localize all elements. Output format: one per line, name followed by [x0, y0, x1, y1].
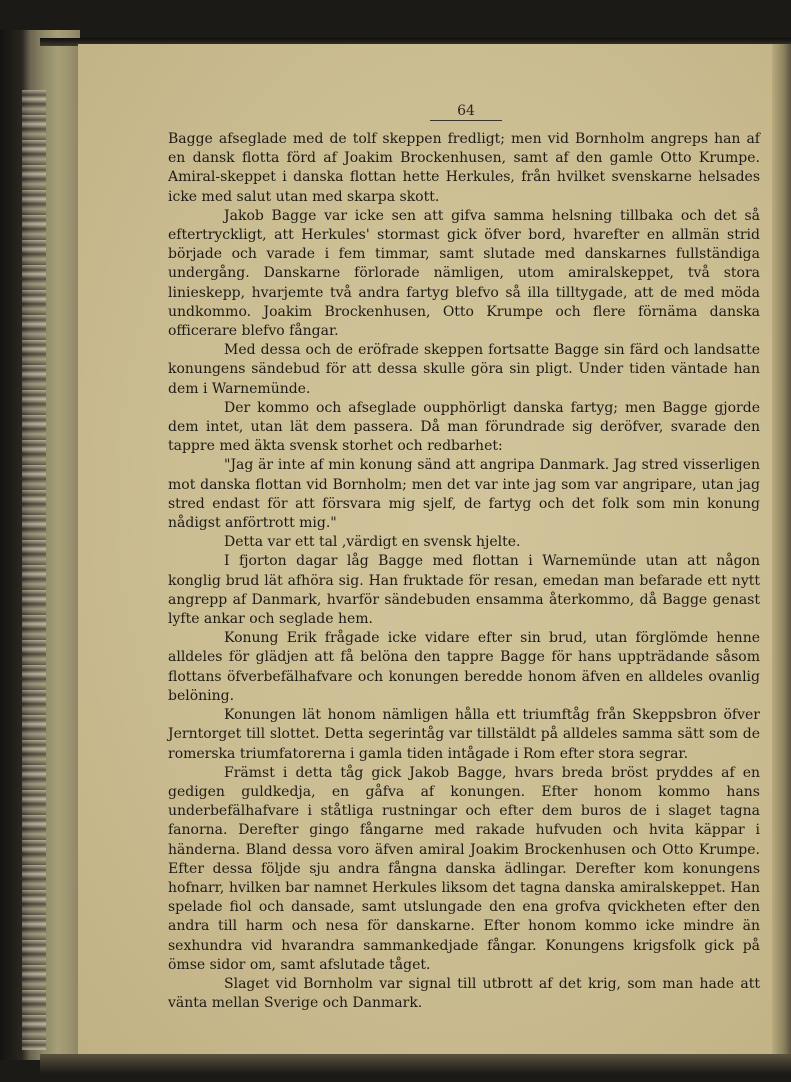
binding-stitching — [22, 90, 46, 1050]
paragraph: Bagge afseglade med de tolf skeppen fredligt; men vid Bornholm angreps han af en dansk flotta förd af Joakim Brockenhusen, samt af den gamle Otto Krumpe. Amiral-skeppet i danska flottan hette Herkules, från hvilket svenskarne helsades icke med salut utan med skarpa skott. — [168, 131, 760, 205]
paragraph: Med dessa och de eröfrade skeppen fortsatte Bagge sin färd och landsatte konungens sändebud för att dessa skulle göra sin pligt. Under tiden väntade han dem i Warnemünde. — [168, 342, 760, 397]
paragraph: Detta var ett tal ,värdigt en svensk hjelte. — [224, 534, 521, 551]
paragraph: Jakob Bagge var icke sen att gifva samma helsning tillbaka och det så eftertryckligt, att Herkules' stormast gick öfver bord, hvarefter en allmän strid började och varade i fem timmar, samt slutade med danskarnes fullständiga undergång. Danskarne förlorade nämligen, utom amiralskeppet, två stora linieskepp, hvarjemte två andra fartyg blefvo så illa tilltygade, att de med möda undkommo. Joakim Brockenhusen, Otto Krumpe och flere förnäma danska officerare blefvo fångar. — [168, 207, 760, 340]
body-text — [168, 130, 760, 1013]
paragraph: Främst i detta tåg gick Jakob Bagge, hvars breda bröst pryddes af en gedigen guldkedja, en gåfva af konungen. Efter honom kommo hans underbefälhafvare i ståtliga rustningar och efter dem buros de i slaget tagna fanorna. Derefter gingo fångarne med rakade hufvuden och hvita käppar i händerna. Bland dessa voro äfven amiral Joakim Brockenhusen och Otto Krumpe. Efter dessa följde sju andra fångna danska ädlingar. Derefter kom konungens hofnarr, hvilken bar namnet Herkules liksom det tagna danska amiralskeppet. Han spelade fiol och dansade, samt utslungade den ena grofva qvickheten efter den andra till harm och nesa för danskarne. Efter honom kommo icke mindre än sexhundra vid hvarandra sammankedjade fångar. Konungens krigsfolk gick på ömse sidor om, samt afslutade tåget. — [168, 764, 760, 973]
book-binding — [0, 30, 80, 1060]
page-number: 64 — [430, 103, 502, 121]
paragraph: Konungen lät honom nämligen hålla ett triumftåg från Skeppsbron öfver Jerntorget till slottet. Detta segerintåg var tillstäldt på alldeles samma sätt som de romerska triumfatorerna i gamla tiden intågade i Rom efter stora segrar. — [168, 707, 760, 762]
paragraph: I fjorton dagar låg Bagge med flottan i Warnemünde utan att någon konglig brud lät afhöra sig. Han fruktade för resan, emedan man befarade ett nytt angrepp af Danmark, hvarför sändebuden ensamma återkommo, då Bagge genast lyfte ankar och seglade hem. — [168, 553, 760, 628]
paragraph: Der kommo och afseglade oupphörligt danska fartyg; men Bagge gjorde dem intet, utan lät dem passera. Då man förundrade sig deröfver, svarade den tappre med äkta svensk storhet och redbarhet: — [168, 399, 760, 455]
page-right-edge — [772, 44, 791, 1054]
paragraph: Slaget vid Bornholm var signal till utbrott af det krig, som man hade att vänta mellan Sverige och Danmark. — [168, 975, 760, 1012]
paragraph: "Jag är inte af min konung sänd att angripa Danmark. Jag stred visserligen mot danska flottan vid Bornholm; men det var inte jag som var angripare, utan jag stred endast för att försvara mig sjelf, de fartyg och det folk som min konung nådigst anförtrott mig." — [168, 457, 760, 532]
paragraph: Konung Erik frågade icke vidare efter sin brud, utan förglömde henne alldeles för glädjen att få belöna den tappre Bagge för hans uppträdande såsom flottans öfverbefälhafvare och konungen beredde honom äfven en alldeles ovanlig belöning. — [168, 630, 760, 704]
book-bottom-edge — [40, 1054, 791, 1082]
